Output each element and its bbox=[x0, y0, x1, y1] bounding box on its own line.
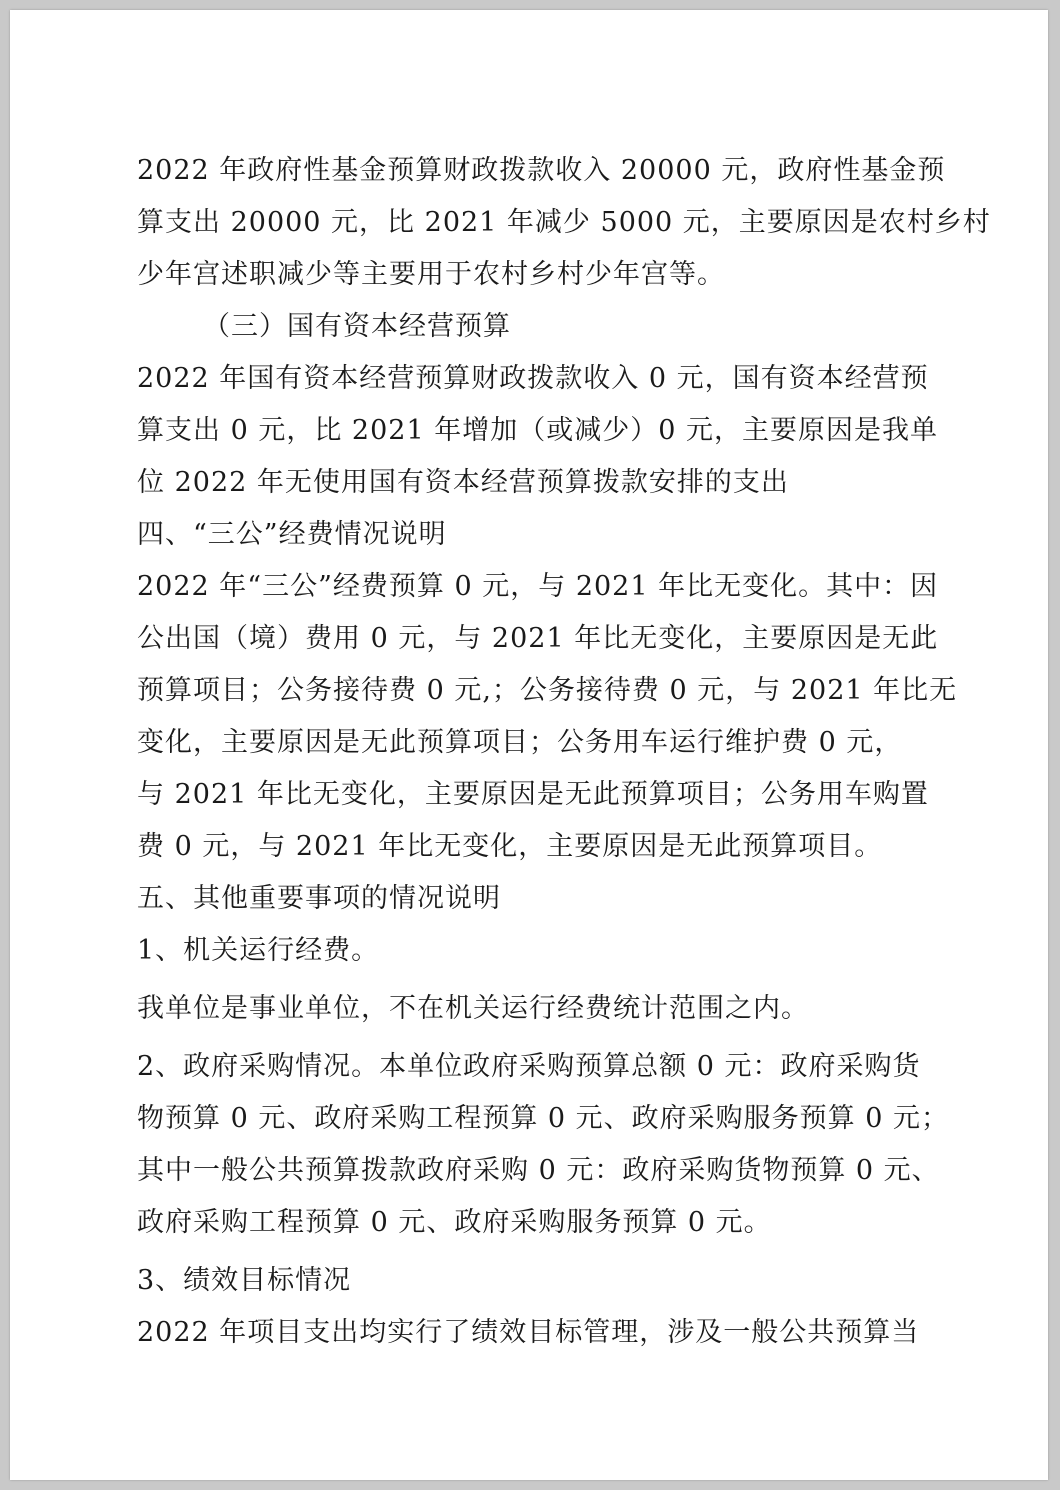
item-3-body bbox=[137, 1307, 937, 1359]
text-line: 预算项目；公务接待费 0 元,；公务接待费 0 元，与 2021 年比无 bbox=[137, 675, 958, 706]
heading-text: 四、“三公”经费情况说明 bbox=[137, 519, 447, 550]
section-heading-three-public bbox=[137, 509, 937, 561]
paragraph-three-public-expenses bbox=[137, 561, 958, 873]
text-line: 我单位是事业单位，不在机关运行经费统计范围之内。 bbox=[137, 993, 809, 1024]
paragraph-gov-fund-budget bbox=[137, 145, 991, 301]
text-line: 少年宫述职减少等主要用于农村乡村少年宫等。 bbox=[137, 259, 725, 290]
heading-text: 1、机关运行经费。 bbox=[137, 935, 380, 966]
item-1-body bbox=[137, 983, 937, 1035]
text-line: 2、政府采购情况。本单位政府采购预算总额 0 元：政府采购货 bbox=[137, 1051, 921, 1082]
heading-text: （三）国有资本经营预算 bbox=[203, 311, 511, 342]
text-line: 2022 年“三公”经费预算 0 元，与 2021 年比无变化。其中：因 bbox=[137, 571, 939, 602]
section-heading-state-capital bbox=[137, 301, 937, 353]
text-line: 算支出 20000 元，比 2021 年减少 5000 元，主要原因是农村乡村 bbox=[137, 207, 991, 238]
text-line: 2022 年政府性基金预算财政拨款收入 20000 元，政府性基金预 bbox=[137, 155, 946, 186]
text-line: 与 2021 年比无变化，主要原因是无此预算项目；公务用车购置 bbox=[137, 779, 929, 810]
text-line: 物预算 0 元、政府采购工程预算 0 元、政府采购服务预算 0 元； bbox=[137, 1103, 950, 1134]
item-1-title bbox=[137, 925, 937, 977]
paragraph-state-capital-budget bbox=[137, 353, 937, 509]
text-line: 2022 年项目支出均实行了绩效目标管理，涉及一般公共预算当 bbox=[137, 1317, 920, 1348]
text-line: 政府采购工程预算 0 元、政府采购服务预算 0 元。 bbox=[137, 1207, 772, 1238]
text-line: 位 2022 年无使用国有资本经营预算拨款安排的支出 bbox=[137, 467, 789, 498]
section-heading-other-matters bbox=[137, 873, 937, 925]
document-page bbox=[10, 10, 1048, 1480]
item-2-procurement bbox=[137, 1041, 950, 1249]
document-body bbox=[137, 145, 991, 1359]
text-line: 公出国（境）费用 0 元，与 2021 年比无变化，主要原因是无此 bbox=[137, 623, 939, 654]
heading-text: 3、绩效目标情况 bbox=[137, 1265, 352, 1296]
item-3-title bbox=[137, 1255, 937, 1307]
text-line: 2022 年国有资本经营预算财政拨款收入 0 元，国有资本经营预 bbox=[137, 363, 929, 394]
text-line: 算支出 0 元，比 2021 年增加（或减少）0 元，主要原因是我单 bbox=[137, 415, 938, 446]
text-line: 费 0 元，与 2021 年比无变化，主要原因是无此预算项目。 bbox=[137, 831, 883, 862]
text-line: 变化，主要原因是无此预算项目；公务用车运行维护费 0 元， bbox=[137, 727, 903, 758]
text-line: 其中一般公共预算拨款政府采购 0 元：政府采购货物预算 0 元、 bbox=[137, 1155, 940, 1186]
heading-text: 五、其他重要事项的情况说明 bbox=[137, 883, 501, 914]
